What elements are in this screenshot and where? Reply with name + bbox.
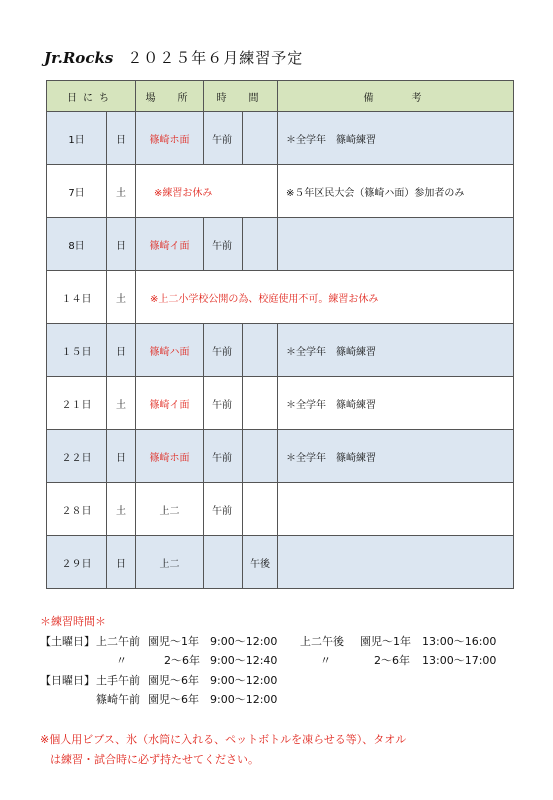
row-am: 午前 — [204, 430, 243, 483]
notice-line-1: ※個人用ビブス、氷（水筒に入れる、ペットボトルを凍らせる等）、タオル — [40, 733, 407, 746]
sat-pm-time-1: 13:00～16:00 — [422, 634, 497, 648]
row-day: 日 — [107, 536, 136, 589]
table-header — [47, 81, 514, 112]
sat-pm-time-2: 13:00～17:00 — [422, 654, 497, 667]
sat-am-grade-1: 園児～1年 — [148, 634, 199, 648]
row-day: 土 — [107, 271, 136, 324]
row-note — [278, 536, 514, 589]
sun-place-1: 土手午前 — [96, 673, 140, 687]
table-row — [47, 271, 514, 324]
sun-time-1: 9:00～12:00 — [210, 673, 278, 687]
row-note: ＊全学年 篠崎練習 — [278, 430, 514, 483]
header-time: 時 間 — [204, 81, 278, 112]
saturday-line-2 — [40, 651, 497, 671]
sun-time-2: 9:00～12:00 — [210, 693, 278, 706]
row-place: 篠崎ホ面 — [136, 430, 204, 483]
table-row — [47, 430, 514, 483]
sat-am-grade-2: 2～6年 — [164, 654, 200, 667]
row-day: 土 — [107, 165, 136, 218]
table-row — [47, 112, 514, 165]
row-date: ２９日 — [47, 536, 107, 589]
row-date: 7日 — [47, 165, 107, 218]
saturday-line-1 — [40, 632, 497, 652]
page-title — [44, 47, 303, 68]
header-place: 場 所 — [136, 81, 204, 112]
row-pm — [243, 377, 278, 430]
items-notice — [40, 730, 406, 770]
row-date: ２８日 — [47, 483, 107, 536]
row-pm — [243, 218, 278, 271]
row-note-red: ※上二小学校公開の為、校庭使用不可。練習お休み — [136, 271, 514, 324]
row-day: 日 — [107, 324, 136, 377]
schedule-table — [46, 80, 514, 589]
table-row — [47, 483, 514, 536]
notice-line-2: は練習・試合時に必ず持たせてください。 — [50, 753, 259, 766]
row-pm: 午後 — [243, 536, 278, 589]
row-pm — [243, 430, 278, 483]
row-am: 午前 — [204, 112, 243, 165]
practice-time-section — [40, 612, 497, 710]
row-date: ２２日 — [47, 430, 107, 483]
sun-place-2: 篠崎午前 — [96, 693, 140, 706]
row-place: 篠崎イ面 — [136, 218, 204, 271]
row-day: 日 — [107, 112, 136, 165]
sat-pm-grade-2: 2～6年 — [374, 654, 410, 667]
sunday-line-1 — [40, 671, 278, 691]
row-date: １４日 — [47, 271, 107, 324]
team-name: Jr.Rocks — [44, 49, 114, 67]
ditto-mark: 〃 — [116, 654, 127, 667]
sun-grade-1: 園児～6年 — [148, 673, 199, 687]
row-place: 篠崎ホ面 — [136, 112, 204, 165]
row-note — [278, 218, 514, 271]
header-date: 日にち — [47, 81, 136, 112]
row-pm — [243, 112, 278, 165]
row-day: 土 — [107, 483, 136, 536]
table-row — [47, 324, 514, 377]
row-note: ＊全学年 篠崎練習 — [278, 112, 514, 165]
row-day: 日 — [107, 430, 136, 483]
sunday-label: 【日曜日】 — [40, 673, 95, 687]
row-place: 篠崎イ面 — [136, 377, 204, 430]
row-place: 上二 — [136, 483, 204, 536]
row-day: 土 — [107, 377, 136, 430]
sat-am-place: 上二午前 — [96, 634, 140, 648]
sat-am-time-1: 9:00～12:00 — [210, 634, 278, 648]
row-am — [204, 536, 243, 589]
header-notes: 備 考 — [278, 81, 514, 112]
sat-pm-place: 上二午後 — [300, 634, 344, 648]
sat-am-time-2: 9:00～12:40 — [210, 654, 278, 667]
practice-time-heading: ＊練習時間＊ — [40, 615, 106, 628]
saturday-label: 【土曜日】 — [40, 634, 95, 648]
row-am: 午前 — [204, 483, 243, 536]
row-am: 午前 — [204, 324, 243, 377]
schedule-title: ２０２５年６月練習予定 — [127, 49, 304, 67]
row-date: ２１日 — [47, 377, 107, 430]
row-note: ※５年区民大会（篠崎ハ面）参加者のみ — [278, 165, 514, 218]
row-am: 午前 — [204, 377, 243, 430]
row-am: 午前 — [204, 218, 243, 271]
row-day: 日 — [107, 218, 136, 271]
table-row — [47, 218, 514, 271]
row-note: ＊全学年 篠崎練習 — [278, 324, 514, 377]
row-date: 1日 — [47, 112, 107, 165]
row-note: ＊全学年 篠崎練習 — [278, 377, 514, 430]
row-date: 8日 — [47, 218, 107, 271]
row-pm — [243, 324, 278, 377]
sat-pm-grade-1: 園児～1年 — [360, 634, 411, 648]
row-date: １５日 — [47, 324, 107, 377]
row-note — [278, 483, 514, 536]
row-place: 上二 — [136, 536, 204, 589]
table-row — [47, 536, 514, 589]
sun-grade-2: 園児～6年 — [148, 693, 199, 706]
ditto-mark: 〃 — [320, 654, 331, 667]
row-note-red: ※練習お休み — [136, 165, 278, 218]
sunday-line-2 — [40, 690, 278, 710]
row-pm — [243, 483, 278, 536]
table-row — [47, 165, 514, 218]
row-place: 篠崎ハ面 — [136, 324, 204, 377]
table-row — [47, 377, 514, 430]
